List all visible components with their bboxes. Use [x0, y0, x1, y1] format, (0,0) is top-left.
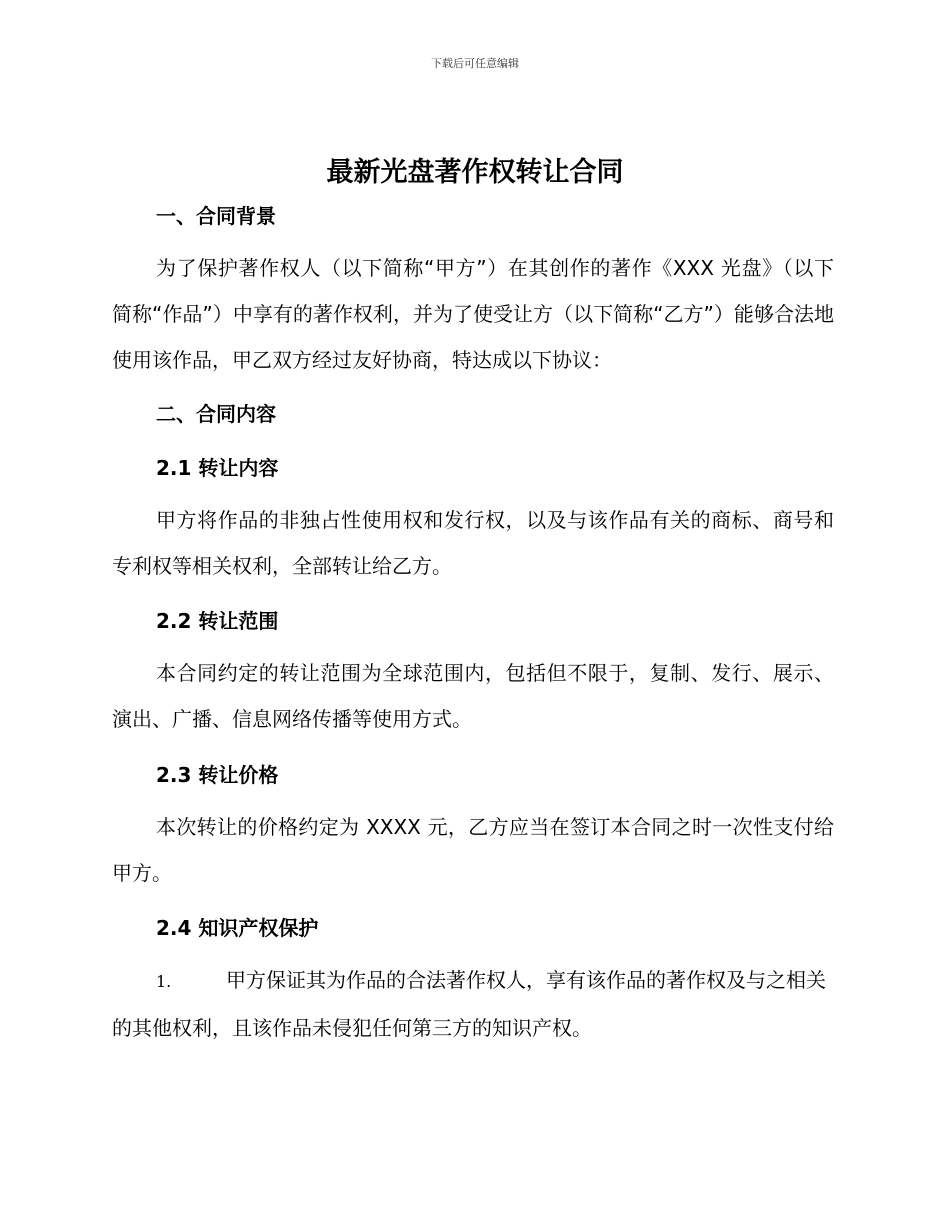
subsection-heading-2-2: 2.2 转让范围	[156, 609, 279, 633]
list-item-text: 甲方保证其为作品的合法著作权人，享有该作品的著作权及与之相关的其他权利，且该作品未侵犯任何第三方的知识产权。	[112, 968, 826, 1040]
section-heading-content: 二、合同内容	[156, 402, 276, 426]
section-heading-background: 一、合同背景	[156, 204, 276, 228]
price-sentence-end: ，乙方应当在签订本合同之时一次性支付给甲方。	[112, 815, 835, 885]
paragraph-2-3	[112, 804, 834, 896]
paragraph-background: 为了保护著作权人（以下简称“甲方”）在其创作的著作《XXX 光盘》（以下简称“作品”）中享有的著作权利，并为了使受让方（以下简称“乙方”）能够合法地使用该作品，甲乙双方经过友好协商，特达成以下协议：	[112, 256, 834, 372]
subsection-heading-2-3: 2.3 转让价格	[156, 763, 279, 787]
paragraph-2-1: 甲方将作品的非独占性使用权和发行权，以及与该作品有关的商标、商号和专利权等相关权利，全部转让给乙方。	[112, 508, 834, 578]
paragraph-2-2: 本合同约定的转让范围为全球范围内，包括但不限于，复制、发行、展示、演出、广播、信息网络传播等使用方式。	[112, 661, 834, 731]
document-title: 最新光盘著作权转让合同	[326, 157, 624, 188]
header-note: 下载后可任意编辑	[431, 57, 519, 70]
list-item-number: 1.	[156, 972, 172, 991]
subsection-heading-2-1: 2.1 转让内容	[156, 456, 279, 480]
list-item	[112, 957, 834, 1051]
price-value: XXXX 元	[366, 815, 448, 839]
price-sentence-start: 本次转让的价格约定为	[156, 815, 367, 839]
subsection-heading-2-4: 2.4 知识产权保护	[156, 916, 319, 940]
